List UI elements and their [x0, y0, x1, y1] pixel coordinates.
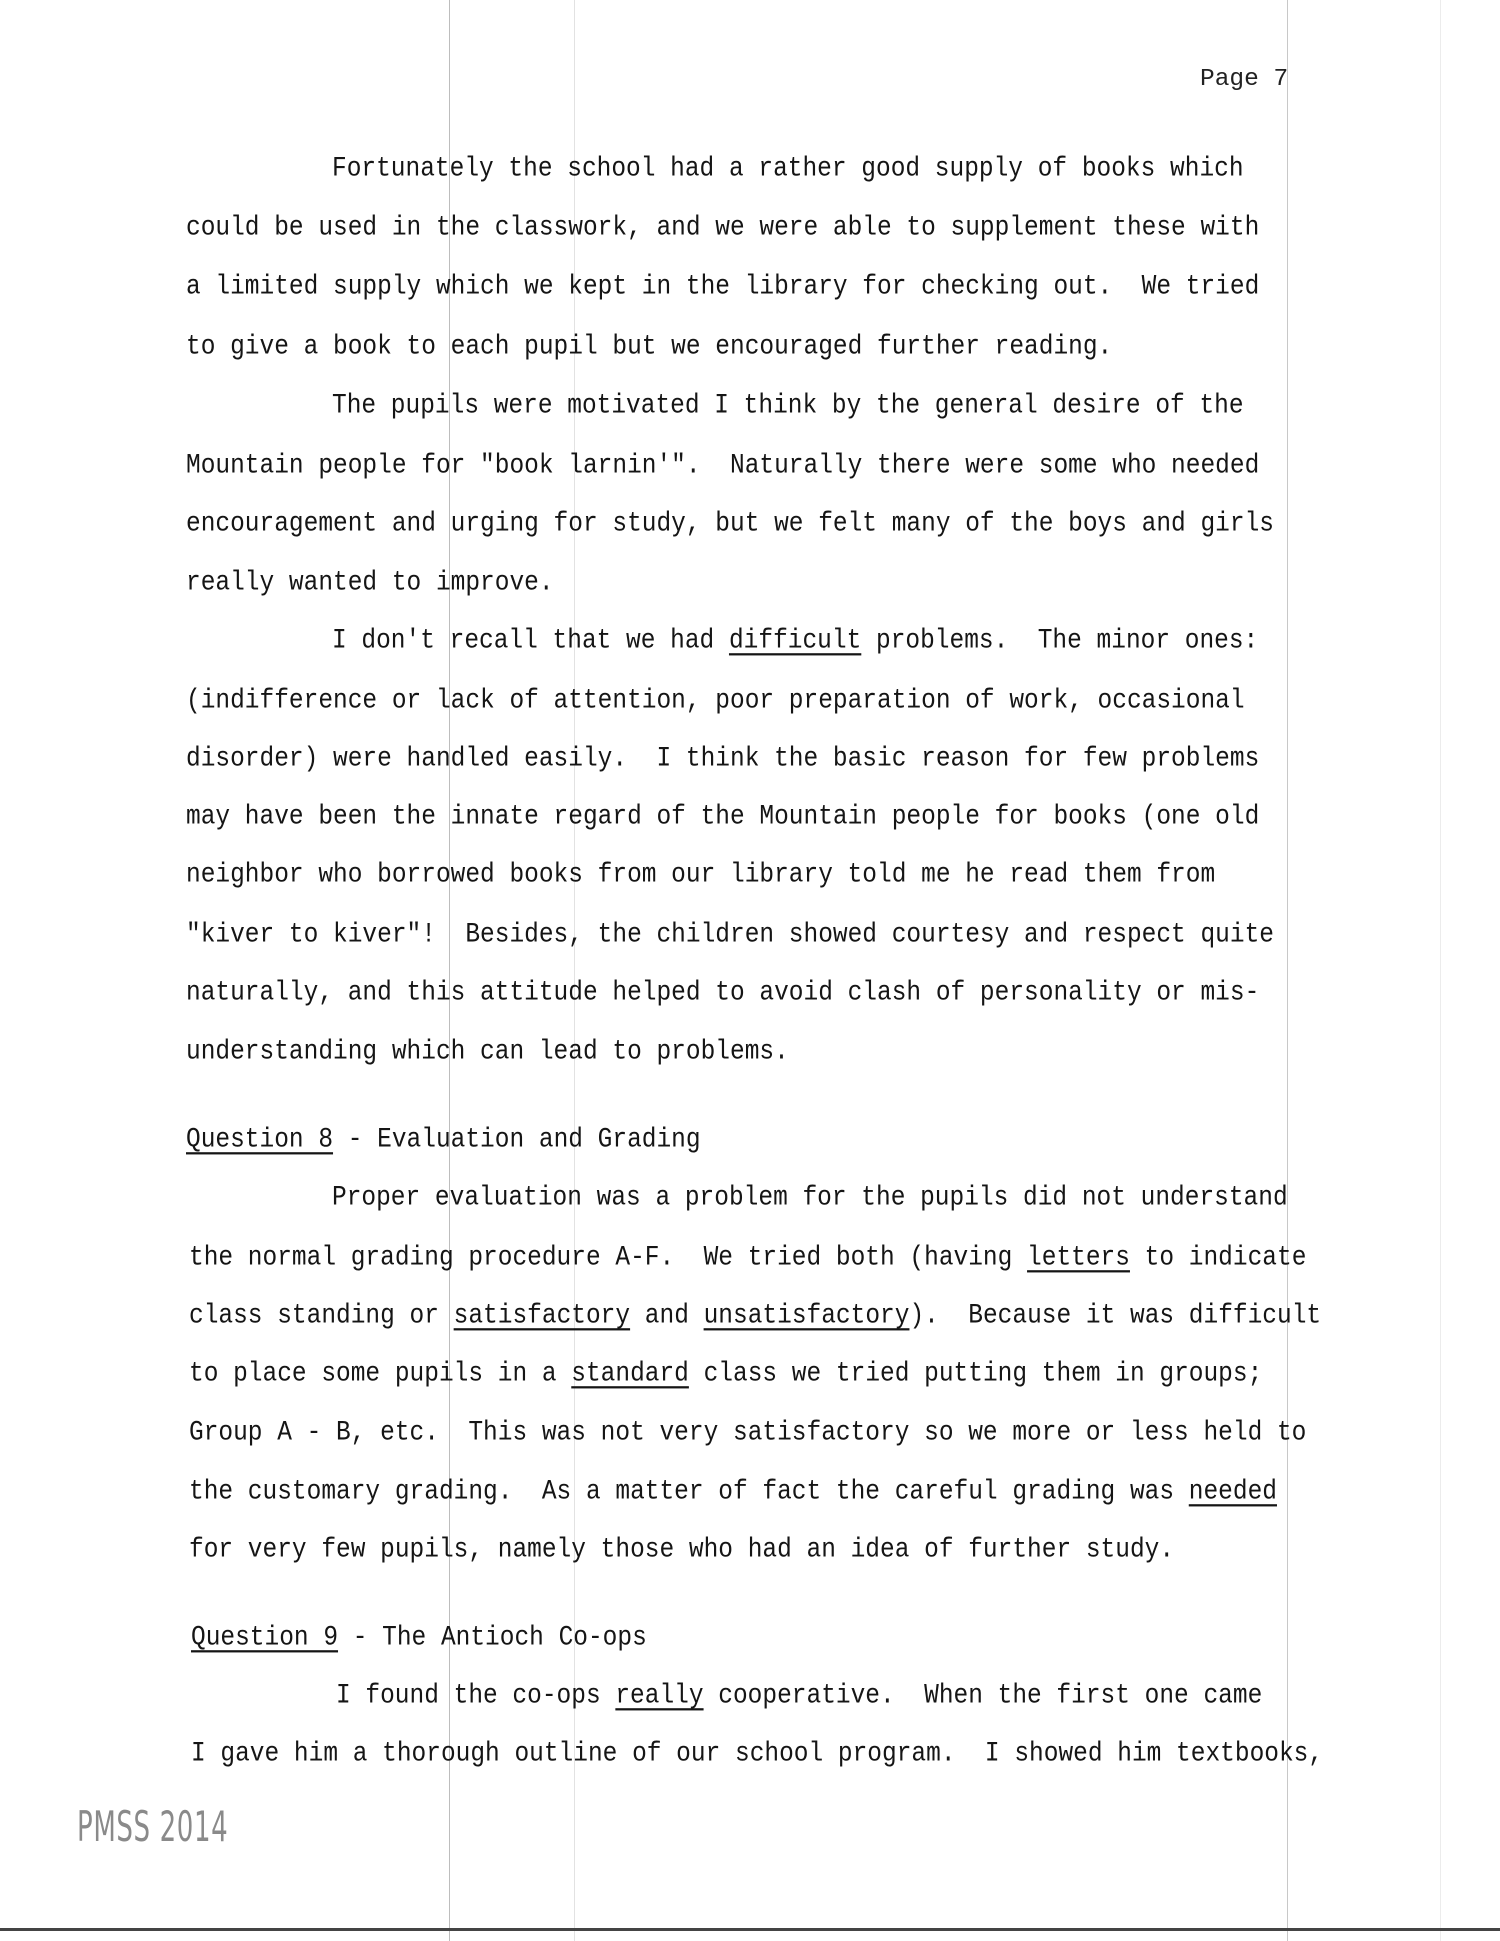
text-segment: ). Because it was difficult	[909, 1301, 1322, 1332]
text-segment: cooperative. When the first one came	[703, 1681, 1263, 1712]
text-segment: I found the co-ops	[336, 1681, 616, 1712]
text-segment: Proper evaluation was a problem for the pupils did not understand	[332, 1183, 1288, 1214]
text-segment: understanding which can lead to problems.	[186, 1037, 789, 1068]
page-number: Page 7	[1200, 66, 1289, 93]
text-segment: could be used in the classwork, and we were able to supplement these with	[186, 213, 1260, 244]
underlined-text: standard	[571, 1359, 689, 1390]
text-line	[186, 685, 1245, 719]
text-segment: "kiver to kiver"! Besides, the children showed courtesy and respect quite	[186, 920, 1274, 951]
underlined-text: really	[615, 1681, 704, 1712]
text-segment: I gave him a thorough outline of our school program. I showed him textbooks,	[191, 1739, 1324, 1770]
text-line	[189, 1417, 1306, 1451]
page-bottom-edge	[0, 1928, 1500, 1931]
text-line	[186, 331, 1112, 365]
text-segment: to indicate	[1129, 1243, 1307, 1274]
text-line	[186, 1124, 701, 1158]
text-line	[332, 1182, 1288, 1216]
text-segment: - The Antioch Co-ops	[338, 1623, 647, 1654]
text-segment: Group A - B, etc. This was not very satisfactory so we more or less held to	[189, 1418, 1307, 1449]
text-line	[186, 567, 554, 601]
text-line	[189, 1358, 1262, 1392]
text-segment: neighbor who borrowed books from our library told me he read them from	[186, 860, 1216, 891]
text-segment: I don't recall that we had	[332, 626, 729, 657]
text-segment: class standing or	[189, 1301, 454, 1332]
underlined-text: satisfactory	[453, 1301, 631, 1332]
text-line	[189, 1476, 1277, 1510]
text-segment: disorder) were handled easily. I think the basic reason for few problems	[186, 744, 1260, 775]
text-segment: class we tried putting them in groups;	[688, 1359, 1263, 1390]
text-segment: the normal grading procedure A-F. We tried both (having	[189, 1243, 1028, 1274]
scan-fold-line	[1287, 0, 1288, 1941]
text-segment: Mountain people for "book larnin'". Naturally there were some who needed	[186, 451, 1260, 482]
text-segment: and	[630, 1301, 704, 1332]
underlined-text: needed	[1188, 1477, 1277, 1508]
text-segment: naturally, and this attitude helped to avoid clash of personality or mis-	[186, 978, 1260, 1009]
text-line	[332, 153, 1244, 187]
text-line	[186, 919, 1274, 953]
underlined-text: Question 8	[186, 1125, 334, 1156]
text-segment: problems. The minor ones:	[861, 626, 1259, 657]
text-segment: really wanted to improve.	[186, 568, 554, 599]
text-line	[189, 1534, 1174, 1568]
text-segment: The pupils were motivated I think by the general desire of the	[332, 391, 1244, 422]
text-line	[336, 1680, 1262, 1714]
text-segment: a limited supply which we kept in the library for checking out. We tried	[186, 272, 1260, 303]
underlined-text: unsatisfactory	[703, 1301, 910, 1332]
text-line	[186, 977, 1259, 1011]
text-line	[186, 212, 1259, 246]
text-segment: the customary grading. As a matter of fact the careful grading was	[189, 1477, 1189, 1508]
text-line	[186, 859, 1215, 893]
text-segment: Fortunately the school had a rather good supply of books which	[332, 154, 1244, 185]
text-segment: to place some pupils in a	[189, 1359, 572, 1390]
watermark: PMSS 2014	[77, 1802, 229, 1851]
text-segment: encouragement and urging for study, but we felt many of the boys and girls	[186, 509, 1274, 540]
text-line	[332, 390, 1244, 424]
text-line	[191, 1622, 647, 1656]
text-line	[186, 801, 1259, 835]
scan-fold-line	[1440, 0, 1441, 1941]
text-line	[189, 1242, 1306, 1276]
text-segment: for very few pupils, namely those who had an idea of further study.	[189, 1535, 1175, 1566]
text-line	[186, 271, 1259, 305]
underlined-text: letters	[1027, 1243, 1130, 1274]
underlined-text: difficult	[728, 626, 862, 657]
text-segment: - Evaluation and Grading	[333, 1125, 701, 1156]
text-segment: (indifference or lack of attention, poor preparation of work, occasional	[186, 686, 1245, 717]
underlined-text: Question 9	[191, 1623, 339, 1654]
text-line	[332, 625, 1258, 659]
text-line	[186, 508, 1274, 542]
text-line	[191, 1738, 1323, 1772]
text-line	[186, 743, 1259, 777]
text-line	[189, 1300, 1321, 1334]
text-segment: to give a book to each pupil but we encouraged further reading.	[186, 332, 1113, 363]
text-line	[186, 450, 1259, 484]
text-segment: may have been the innate regard of the Mountain people for books (one old	[186, 802, 1260, 833]
text-line	[186, 1036, 789, 1070]
